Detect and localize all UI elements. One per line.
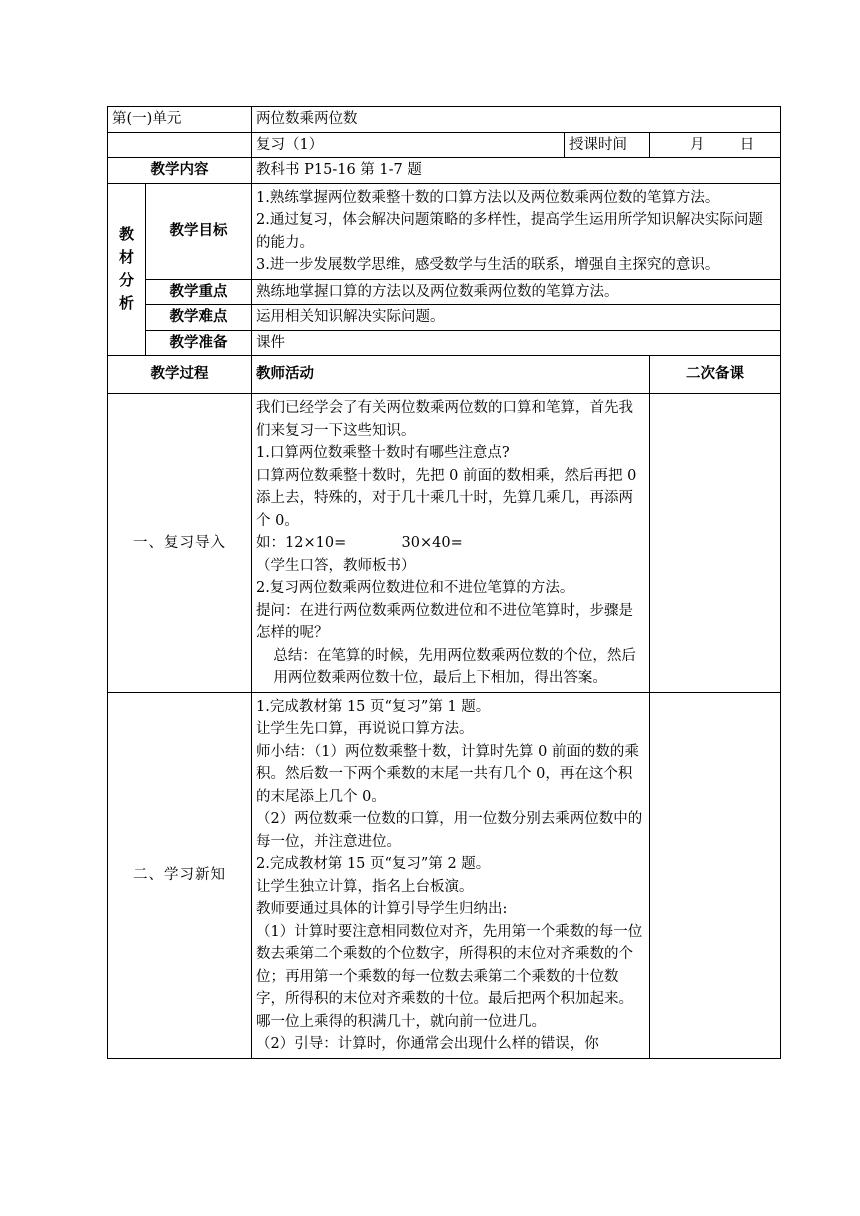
lesson-name: 复习（1） [252,132,565,158]
section1-line: 口算两位数乘整十数时，先把 0 前面的数相乘，然后再把 0 添上去，特殊的，对于几十乘几十时，先算几乘几，再添两个 0。 [256,467,637,529]
section2-line: 让学生独立计算，指名上台板演。 [256,878,474,895]
goal-item: 3.进一步发展数学思维，感受数学与生活的联系，增强自主探究的意识。 [256,257,720,273]
key-row [108,279,781,305]
lesson-plan-page [107,106,780,1059]
section2-line: 2.完成教材第 15 页“复习”第 2 题。 [256,856,491,872]
section1-line: 总结：在笔算的时候，先用两位数乘两位数的个位，然后用两位数乘两位数十位，最后上下相加，得出答案。 [273,647,636,686]
section2-line: 1.完成教材第 15 页“复习”第 1 题。 [256,698,491,715]
section1-line: 提问：在进行两位数乘两位数进位和不进位笔算时，步骤是怎样的呢？ [256,602,634,641]
goals-text [252,183,781,279]
goals-row [108,183,781,279]
section1-line: 如：12×10= 30×40= [256,535,463,551]
section1-line: 我们已经学会了有关两位数乘两位数的口算和笔算，首先我们来复习一下这些知识。 [256,400,634,439]
lesson-row [108,132,781,158]
section1-row [108,394,781,693]
process-col1-header: 教学过程 [108,356,252,394]
lesson-plan-table [107,106,781,1059]
section2-line: （1）计算时要注意相同数位对齐，先用第一个乘数的每一位数去乘第二个乘数的个位数字，所得积的末位对齐乘数的个位；再用第一个乘数的每一位数去乘第二个乘数的十位数字，所得积的末位对齐乘数的十位。最后把两个积加起来。哪一位上乘得的积满几十，就向前一位进几。 [256,923,643,1030]
time-label: 授课时间 [565,132,650,158]
time-value [650,132,781,158]
analysis-label: 教 材 分 析 [108,183,146,356]
section1-line: 1.口算两位数乘整十数时有哪些注意点? [256,445,510,461]
prep-value: 课件 [252,330,781,356]
process-col2-header: 教师活动 [252,356,650,394]
key-value: 熟练地掌握口算的方法以及两位数乘两位数的笔算方法。 [252,279,781,305]
unit-row [108,107,781,133]
content-value: 教科书 P15-16 第 1-7 题 [252,158,781,184]
section1-notes [650,394,781,693]
section2-row [108,692,781,1058]
goals-label: 教学目标 [146,183,252,279]
section1-line: 2.复习两位数乘两位数进位和不进位笔算的方法。 [256,580,575,596]
process-header-row [108,356,781,394]
section1-text [252,394,650,693]
section2-line: 师小结：（1）两位数乘整十数，计算时先算 0 前面的数的乘积。然后数一下两个乘数的末尾一共有几个 0，再在这个积的末尾添上几个 0。 [256,743,639,805]
section2-line: （2）引导：计算时，你通常会出现什么样的错误，你 [256,1036,599,1052]
section1-title: 一、复习导入 [108,394,252,693]
content-row [108,158,781,184]
prep-label: 教学准备 [146,330,252,356]
day-label: 日 [739,136,755,153]
unit-label: 第(一)单元 [108,107,252,133]
key-label: 教学重点 [146,279,252,305]
section2-notes [650,692,781,1058]
section2-title: 二、学习新知 [108,692,252,1058]
process-col3-header: 二次备课 [650,356,781,394]
content-label: 教学内容 [108,158,252,184]
difficulty-value: 运用相关知识解决实际问题。 [252,305,781,331]
section2-text [252,692,650,1058]
section1-line: （学生口答，教师板书） [256,557,416,574]
unit-title: 两位数乘两位数 [252,107,781,133]
section2-line: （2）两位数乘一位数的口算，用一位数分别去乘两位数中的每一位，并注意进位。 [256,811,643,850]
section2-line: 让学生先口算，再说说口算方法。 [256,721,474,737]
goal-item: 1.熟练掌握两位数乘整十数的口算方法以及两位数乘两位数的笔算方法。 [256,189,720,206]
difficulty-row [108,305,781,331]
section2-line: 教师要通过具体的计算引导学生归纳出: [256,901,508,917]
lesson-blank [108,132,252,158]
prep-row [108,330,781,356]
month-label: 月 [690,136,705,153]
difficulty-label: 教学难点 [146,305,252,331]
goal-item: 2.通过复习，体会解决问题策略的多样性，提高学生运用所学知识解决实际问题的能力。 [256,212,763,251]
